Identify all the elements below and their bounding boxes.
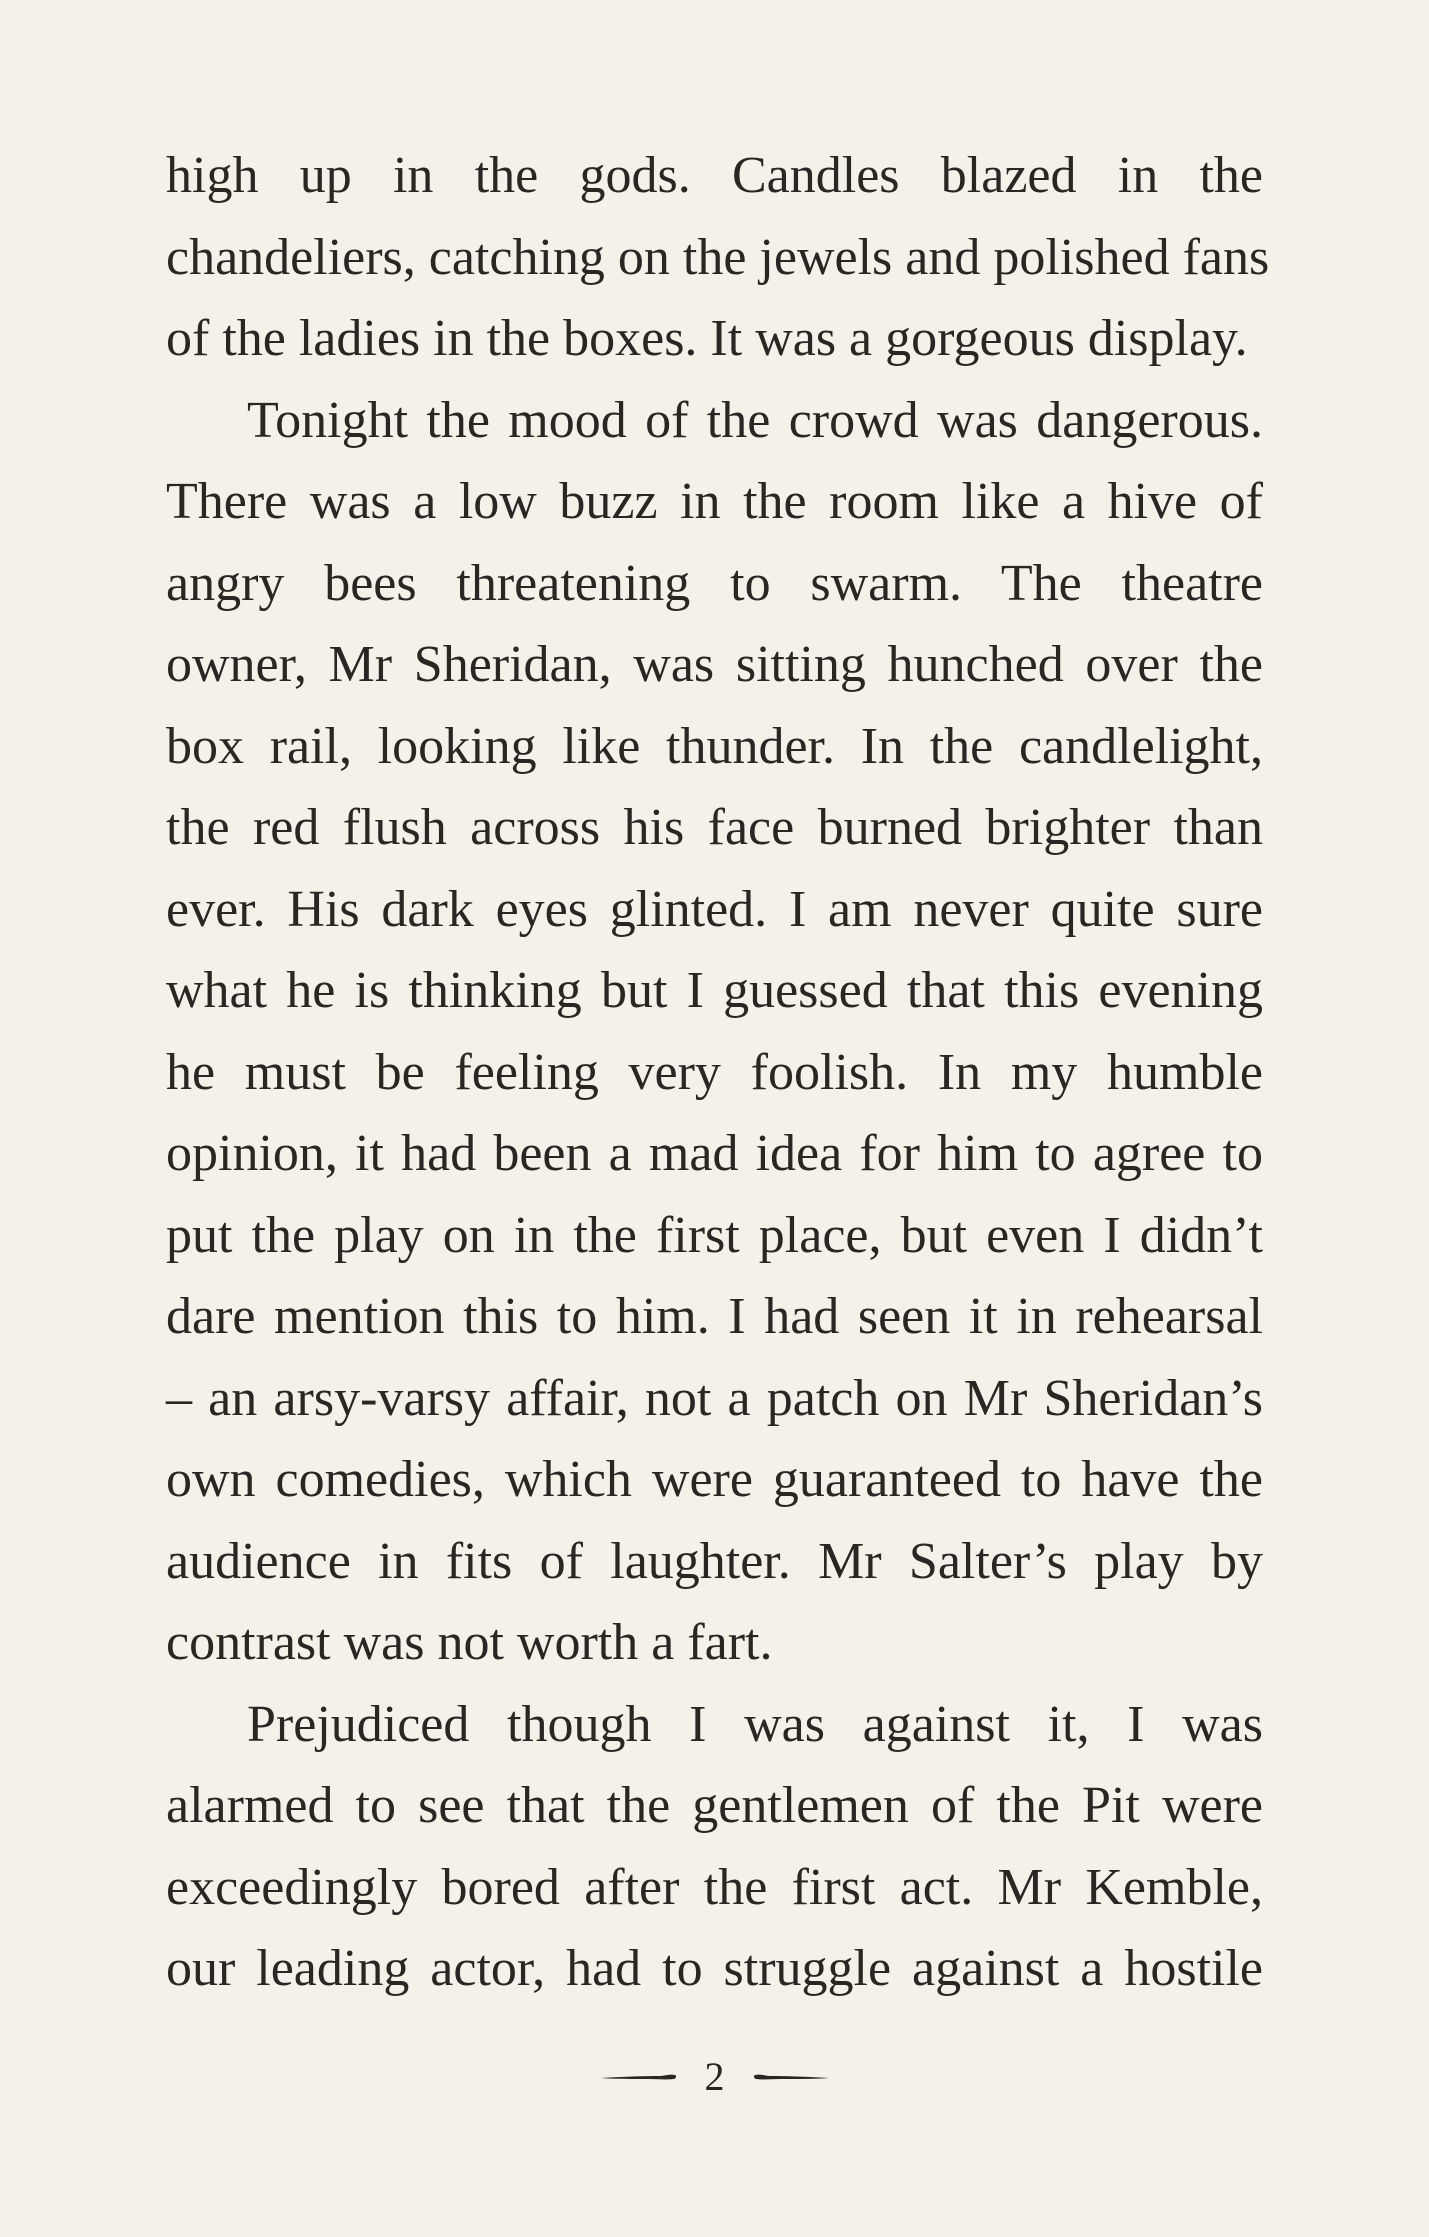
text-line: audience in fits of laughter. Mr Salter’s play by [166,1532,1263,1590]
text-line: contrast was not worth a fart. [166,1614,773,1671]
text-line: Tonight the mood of the crowd was dangerous. [247,391,1263,449]
text-line: ever. His dark eyes glinted. I am never quite sure [166,880,1263,938]
text-line: opinion, it had been a mad idea for him to agree to [166,1125,1263,1182]
text-line: box rail, looking like thunder. In the candlelight, [166,717,1263,775]
text-line: angry bees threatening to swarm. The theatre [166,554,1263,612]
text-line: Prejudiced though I was against it, I was [247,1695,1263,1753]
page-footer [0,2042,1429,2112]
text-line: – an arsy-varsy affair, not a patch on Mr Sheridan’s [166,1369,1263,1427]
text-line: own comedies, which were guaranteed to have the [166,1451,1263,1508]
text-line: chandeliers, catching on the jewels and polished fans [166,228,1270,286]
body-text [166,135,1270,2010]
text-line: alarmed to see that the gentlemen of the Pit were [166,1777,1263,1834]
left-flourish-icon [599,2067,679,2087]
page-number: 2 [704,2054,725,2099]
text-line: of the ladies in the boxes. It was a gorgeous display. [166,310,1248,367]
text-line: owner, Mr Sheridan, was sitting hunched over the [166,636,1263,693]
text-line: put the play on in the first place, but even I didn’t [166,1206,1263,1264]
right-flourish-icon [751,2067,831,2087]
text-line: what he is thinking but I guessed that this evening [166,962,1263,1019]
text-line: There was a low buzz in the room like a hive of [166,473,1263,530]
text-line: the red flush across his face burned brighter than [166,799,1263,856]
text-line: our leading actor, had to struggle against a hostile [166,1940,1263,1997]
text-line: he must be feeling very foolish. In my humble [166,1043,1263,1101]
text-line: exceedingly bored after the first act. Mr Kemble, [166,1858,1263,1916]
text-line: high up in the gods. Candles blazed in the [166,147,1263,204]
text-line: dare mention this to him. I had seen it in rehearsal [166,1288,1263,1345]
